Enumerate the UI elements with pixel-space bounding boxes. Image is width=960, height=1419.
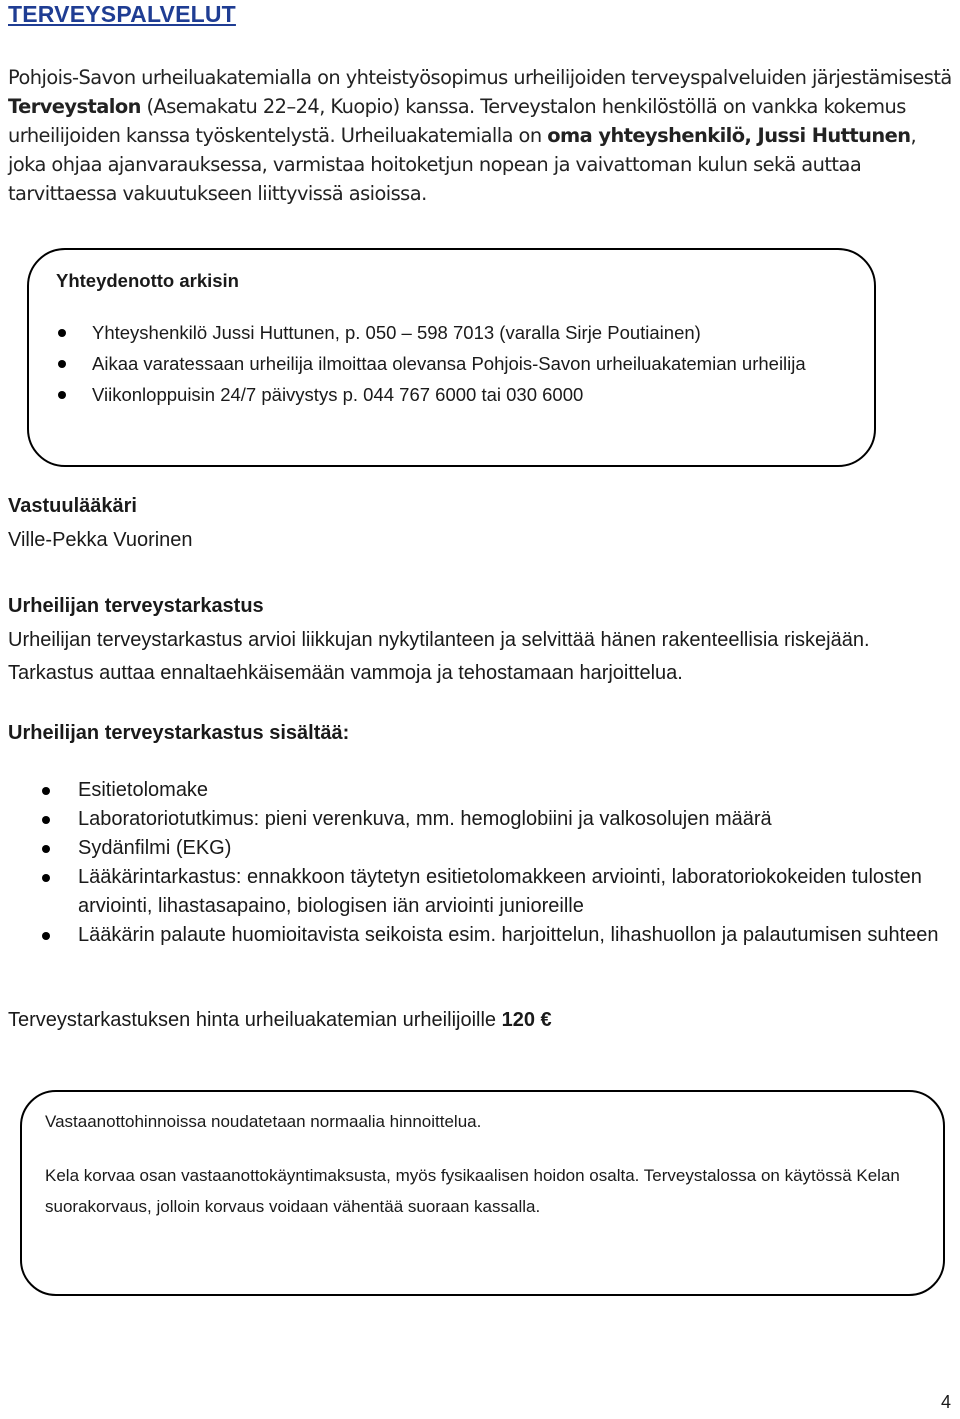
checkup-heading: Urheilijan terveystarkastus [8, 595, 264, 617]
contents-item: Lääkärintarkastus: ennakkoon täytetyn esitietolomakkeen arviointi, laboratoriokokeiden tulosten arviointi, lihastasapaino, biologisen iän arviointi junioreille [8, 863, 948, 921]
contents-item: Esitietolomake [8, 776, 948, 805]
page-number: 4 [941, 1392, 952, 1412]
contact-box [27, 248, 876, 467]
intro-bold-1: Terveystalon [8, 95, 141, 118]
contact-item: Yhteyshenkilö Jussi Huttunen, p. 050 – 598 7013 (varalla Sirje Poutiainen) [56, 318, 856, 348]
intro-paragraph [8, 63, 953, 208]
intro-text-1: Pohjois-Savon urheiluakatemialla on yhteistyösopimus urheilijoiden terveyspalveluiden järjestämisestä [8, 66, 952, 89]
contents-heading: Urheilijan terveystarkastus sisältää: [8, 722, 350, 744]
notice-box [20, 1090, 945, 1296]
contents-item: Sydänfilmi (EKG) [8, 834, 948, 863]
contents-item: Laboratoriotutkimus: pieni verenkuva, mm. hemoglobiini ja valkosolujen määrä [8, 805, 948, 834]
price-text: Terveystarkastuksen hinta urheiluakatemian urheilijoille [8, 1009, 502, 1031]
intro-text-2: (Asemakatu 22–24, Kuopio) kanssa. Terveystalon henkilöstöllä on vankka kokemus urheilijoiden kanssa työskentelystä. Urheiluakatemialla on [8, 95, 906, 147]
intro-text-3: , joka ohjaa ajanvarauksessa, varmistaa hoitoketjun nopean ja vaivattoman kulun sekä auttaa tarvittaessa vakuutukseen liittyvissä asioissa. [8, 124, 917, 205]
notice-line-1: Vastaanottohinnoissa noudatetaan normaalia hinnoittelua. [45, 1112, 482, 1131]
contact-item: Viikonloppuisin 24/7 päivystys p. 044 767 6000 tai 030 6000 [56, 380, 856, 410]
intro-bold-2: oma yhteyshenkilö, Jussi Huttunen [547, 124, 911, 147]
page-title: TERVEYSPALVELUT [8, 1, 236, 27]
checkup-line-1: Urheilijan terveystarkastus arvioi liikkujan nykytilanteen ja selvittää hänen rakenteellisia riskejään. [8, 629, 870, 651]
contents-item: Lääkärin palaute huomioitavista seikoista esim. harjoittelun, lihashuollon ja palautumisen suhteen [8, 921, 948, 950]
contact-item: Aikaa varatessaan urheilija ilmoittaa olevansa Pohjois-Savon urheiluakatemian urheilija [56, 349, 856, 379]
doctor-heading: Vastuulääkäri [8, 495, 137, 517]
price-amount: 120 € [501, 1009, 552, 1031]
contents-list [8, 776, 948, 950]
doctor-name: Ville-Pekka Vuorinen [8, 529, 193, 551]
notice-line-2: Kela korvaa osan vastaanottokäyntimaksusta, myös fysikaalisen hoidon osalta. Terveystalossa on käytössä Kelan suorakorvaus, jolloin korvaus voidaan vähentää suoraan kassalla. [45, 1166, 900, 1216]
price-line [8, 1009, 552, 1032]
contact-box-heading: Yhteydenotto arkisin [56, 270, 239, 291]
checkup-line-2: Tarkastus auttaa ennaltaehkäisemään vammoja ja tehostamaan harjoittelua. [8, 662, 683, 684]
contact-list [56, 318, 856, 411]
